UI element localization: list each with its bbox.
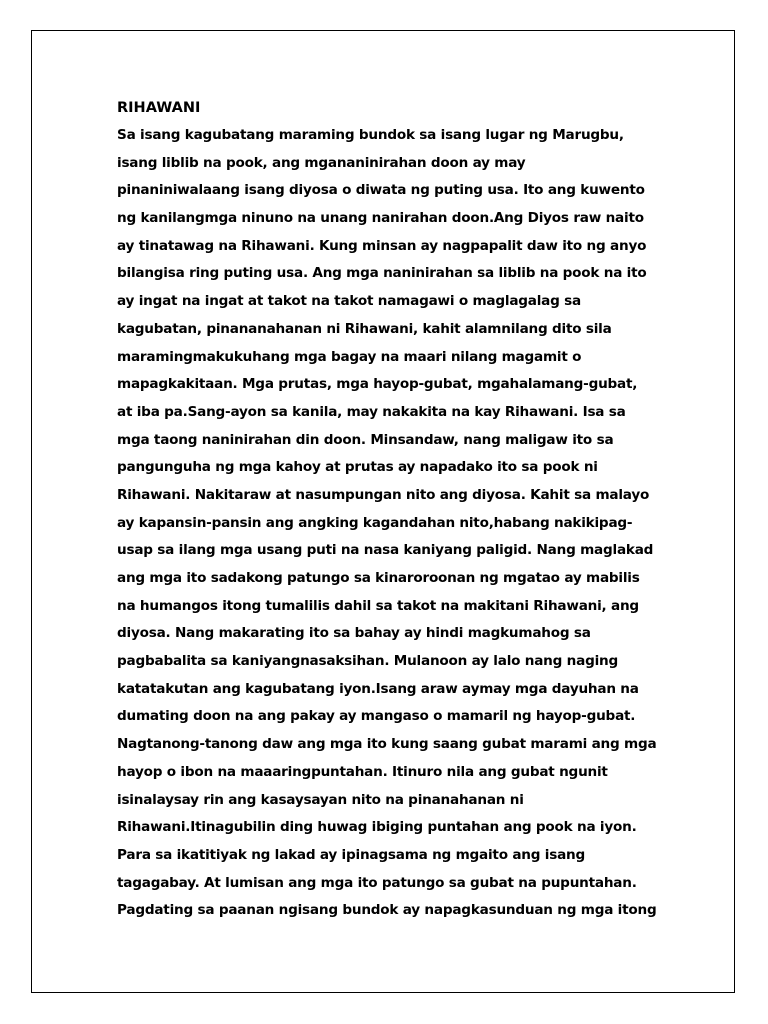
text-line: na humangos itong tumalilis dahil sa takot na makitani Rihawani, ang xyxy=(117,597,639,614)
text-line: Rihawani.Itinagubilin ding huwag ibiging puntahan ang pook na iyon. xyxy=(117,819,637,836)
text-line: pagbabalita sa kaniyangnasaksihan. Mulanoon ay lalo nang naging xyxy=(117,653,618,670)
text-line: Rihawani. Nakitaraw at nasumpungan nito ang diyosa. Kahit sa malayo xyxy=(117,486,650,503)
text-line: ay kapansin-pansin ang angking kagandahan nito,habang nakikipag- xyxy=(117,514,633,531)
text-line: Nagtanong-tanong daw ang mga ito kung saang gubat marami ang mga xyxy=(117,736,657,753)
text-line: diyosa. Nang makarating ito sa bahay ay hindi magkumahog sa xyxy=(117,625,591,642)
text-line: ay tinatawag na Rihawani. Kung minsan ay nagpapalit daw ito ng anyo xyxy=(117,237,647,254)
text-line: ng kanilangmga ninuno na unang nanirahan doon.Ang Diyos raw naito xyxy=(117,210,644,227)
text-line: dumating doon na ang pakay ay mangaso o mamaril ng hayop-gubat. xyxy=(117,708,636,725)
text-line: maramingmakukuhang mga bagay na maari nilang magamit o xyxy=(117,348,582,365)
document-title: RIHAWANI xyxy=(117,100,201,116)
text-line: usap sa ilang mga usang puti na nasa kaniyang paligid. Nang maglakad xyxy=(117,542,654,559)
text-line: isang liblib na pook, ang mgananinirahan doon ay may xyxy=(117,154,526,171)
text-line: kagubatan, pinananahanan ni Rihawani, kahit alamnilang dito sila xyxy=(117,320,612,337)
text-line: Pagdating sa paanan ngisang bundok ay napagkasunduan ng mga itong xyxy=(117,902,657,919)
text-line: at iba pa.Sang-ayon sa kanila, may nakakita na kay Rihawani. Isa sa xyxy=(117,403,626,420)
text-line: isinalaysay rin ang kasaysayan nito na pinanahanan ni xyxy=(117,791,524,808)
text-line: tagagabay. At lumisan ang mga ito patungo sa gubat na pupuntahan. xyxy=(117,874,637,891)
text-line: ay ingat na ingat at takot na takot namagawi o maglagalag sa xyxy=(117,293,581,310)
document-body xyxy=(117,122,656,925)
text-line: ang mga ito sadakong patungo sa kinaroroonan ng mgatao ay mabilis xyxy=(117,570,640,586)
text-line: bilangisa ring puting usa. Ang mga naninirahan sa liblib na pook na ito xyxy=(117,265,647,282)
text-line: mga taong naninirahan din doon. Minsandaw, nang maligaw ito sa xyxy=(117,431,614,448)
text-line: pinaniniwalaang isang diyosa o diwata ng puting usa. Ito ang kuwento xyxy=(117,182,645,199)
text-line: hayop o ibon na maaaringpuntahan. Itinuro nila ang gubat ngunit xyxy=(117,763,608,780)
text-line: pangunguha ng mga kahoy at prutas ay napadako ito sa pook ni xyxy=(117,459,598,476)
text-line: Para sa ikatitiyak ng lakad ay ipinagsama ng mgaito ang isang xyxy=(117,846,586,863)
text-line: katatakutan ang kagubatang iyon.Isang araw aymay mga dayuhan na xyxy=(117,680,639,697)
text-line: Sa isang kagubatang maraming bundok sa isang lugar ng Marugbu, xyxy=(117,127,624,143)
text-line: mapagkakitaan. Mga prutas, mga hayop-gubat, mgahalamang-gubat, xyxy=(117,376,638,393)
